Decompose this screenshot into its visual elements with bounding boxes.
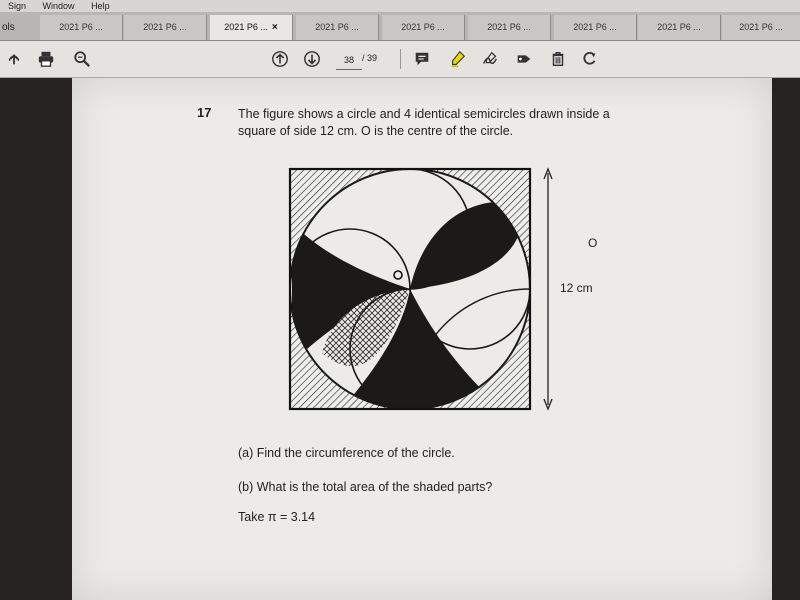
toolbar-divider [400, 49, 401, 69]
pdf-page [72, 78, 772, 600]
tab-label: 2021 P6 ... [401, 22, 445, 32]
tab-strip [0, 12, 800, 41]
page-up-icon[interactable] [270, 49, 290, 69]
tab-label: 2021 P6 ... [487, 22, 531, 32]
document-tab[interactable] [382, 15, 465, 40]
share-icon[interactable] [4, 49, 24, 69]
tab-label: 2021 P6 ... [59, 22, 103, 32]
tab-label: 2021 P6 ... [143, 22, 187, 32]
question-text-line-2: square of side 12 cm. O is the centre of the circle. [238, 124, 514, 138]
tab-label: 2021 P6 ... [315, 22, 359, 32]
tab-label: 2021 P6 ... [224, 22, 268, 32]
sign-icon[interactable] [480, 49, 500, 69]
tab-label: 2021 P6 ... [739, 22, 783, 32]
side-length-label: 12 cm [560, 281, 593, 295]
pi-note: Take π = 3.14 [238, 510, 316, 524]
document-tab[interactable] [554, 15, 637, 40]
menu-item-window[interactable]: Window [42, 1, 75, 11]
geometry-figure [282, 163, 602, 413]
question-part-a: (a) Find the circumference of the circle. [238, 446, 455, 460]
rotate-icon[interactable] [580, 49, 600, 69]
menu-item-help[interactable]: Help [91, 1, 110, 11]
document-viewer[interactable] [0, 78, 800, 600]
menu-item-sign[interactable]: Sign [8, 1, 27, 11]
page-down-icon[interactable] [302, 49, 322, 69]
stamp-icon[interactable] [514, 49, 534, 69]
legend-o-symbol: O [588, 236, 598, 250]
document-tab[interactable] [722, 15, 800, 40]
print-icon[interactable] [36, 49, 56, 69]
tab-label: 2021 P6 ... [657, 22, 701, 32]
zoom-icon[interactable] [72, 49, 92, 69]
document-tab[interactable] [468, 15, 551, 40]
delete-icon[interactable] [548, 49, 568, 69]
toolbar [0, 41, 800, 78]
page-total: / 39 [362, 53, 378, 63]
close-icon[interactable]: × [271, 22, 278, 33]
document-tab[interactable] [638, 15, 721, 40]
menu-bar [0, 0, 800, 12]
question-text-line-1: The figure shows a circle and 4 identical semicircles drawn inside a [238, 107, 610, 121]
document-tab[interactable] [40, 15, 123, 40]
tab-label: 2021 P6 ... [573, 22, 617, 32]
tools-tab[interactable]: ols [2, 22, 15, 33]
document-tab[interactable] [296, 15, 379, 40]
comment-icon[interactable] [412, 49, 432, 69]
document-tab[interactable] [124, 15, 207, 40]
page-number-input[interactable] [336, 51, 362, 70]
highlight-icon[interactable] [448, 49, 468, 69]
document-tab-active[interactable] [210, 15, 293, 40]
question-part-b: (b) What is the total area of the shaded parts? [238, 480, 493, 494]
question-number: 17 [197, 105, 212, 120]
